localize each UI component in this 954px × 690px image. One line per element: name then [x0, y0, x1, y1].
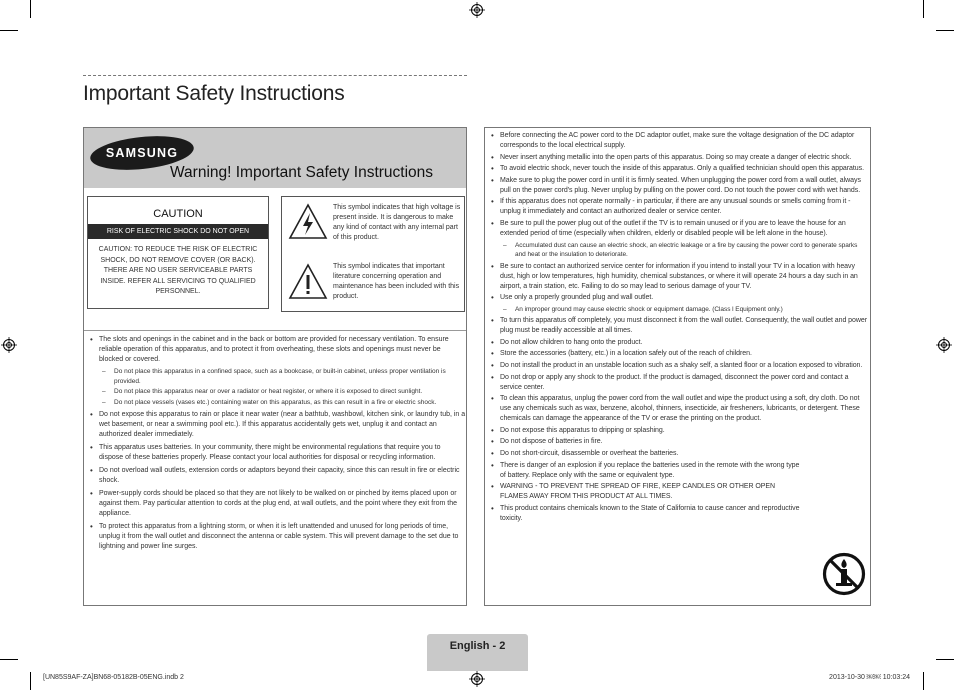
- list-item: • Do not short-circuit, disassemble or overheat the batteries.: [489, 449, 869, 459]
- section-divider: [84, 330, 466, 331]
- list-item: • To clean this apparatus, unplug the power cord from the wall outlet and wipe the product using a soft, dry cloth. Do not use any chemicals such as wax, benzene, alcohol, thinners, insecticide, air fresheners, lubricants, or detergent. These chemicals can damage the appearance of the TV or erase the printing on the product.: [489, 394, 869, 424]
- no-open-flame-icon: [822, 552, 866, 596]
- page-title: Important Safety Instructions: [83, 82, 345, 105]
- list-item: • Before connecting the AC power cord to the DC adaptor outlet, make sure the voltage designation of the DC adaptor corresponds to the local electrical supply.: [489, 131, 869, 151]
- sub-item: – Accumulated dust can cause an electric shock, an electric leakage or a fire by causing the power cord to generate sparks and heat or the insulation to deteriorate.: [500, 241, 869, 260]
- list-item: • Store the accessories (battery, etc.) in a location safely out of the reach of children.: [489, 349, 869, 359]
- registration-mark-icon: [936, 337, 952, 353]
- list-item: • Do not dispose of batteries in fire.: [489, 437, 869, 447]
- list-item: • To turn this apparatus off completely, you must disconnect it from the wall outlet. Consequently, the wall outlet and power plug must be readily accessible at all times.: [489, 316, 869, 336]
- list-item: • Do not install the product in an unstable location such as a shaky self, a slanted floor or a location exposed to vibration.: [489, 361, 869, 371]
- registration-mark-icon: [469, 671, 485, 687]
- list-item: • If this apparatus does not operate normally - in particular, if there are any unusual sounds or smells coming from it - unplug it immediately and contact an authorized dealer or service center.: [489, 197, 869, 217]
- sub-item: – Do not place vessels (vases etc.) containing water on this apparatus, as this can result in a fire or electric shock.: [99, 398, 466, 408]
- list-item: • WARNING - TO PREVENT THE SPREAD OF FIRE, KEEP CANDLES OR OTHER OPEN FLAMES AWAY FROM THIS PRODUCT AT ALL TIMES.: [489, 482, 800, 502]
- list-item: • To protect this apparatus from a lightning storm, or when it is left unattended and unused for long periods of time, unplug it from the wall outlet and disconnect the antenna or cable system. This will prevent damage to the set due to lightning and power line surges.: [88, 522, 466, 552]
- list-item: • Do not overload wall outlets, extension cords or adaptors beyond their capacity, since this can result in fire or electric shock.: [88, 466, 466, 486]
- right-safety-list: [489, 131, 869, 525]
- crop-mark: [923, 0, 924, 18]
- symbol-legend: [281, 196, 465, 312]
- page-number-tab: [427, 634, 528, 671]
- caution-title: CAUTION: [153, 208, 203, 220]
- lightning-triangle-icon: [287, 202, 329, 242]
- warning-title: Warning! Important Safety Instructions: [170, 164, 434, 181]
- page-number: English - 2: [449, 640, 506, 652]
- list-item: • There is danger of an explosion if you replace the batteries used in the remote with the wrong type of battery. Replace only with the same or equivalent type.: [489, 461, 800, 481]
- file-slug: [UN85S9AF-ZA]BN68-05182B-05ENG.indb 2: [43, 674, 184, 681]
- crop-mark: [0, 659, 18, 660]
- warning-header: [84, 128, 466, 188]
- svg-text:SAMSUNG: SAMSUNG: [105, 146, 179, 160]
- list-item: • Do not drop or apply any shock to the product. If the product is damaged, disconnect the power cord and contact a service center.: [489, 373, 869, 393]
- list-item: • The slots and openings in the cabinet and in the back or bottom are provided for necessary ventilation. To ensure reliable operation of this apparatus, and to protect it from overheating, these slots and openings must never be blocked or covered. – Do not place this apparatus in a confined space, such as a bookcase, or built-in cabinet, unless proper ventilation is provided. – Do not place this apparatus near or over a radiator or heat register, or where it is exposed to direct sunlight. – Do not place vessels (vases etc.) containing water on this apparatus, as this can result in a fire or electric shock.: [88, 335, 466, 407]
- sub-item: – Do not place this apparatus near or over a radiator or heat register, or where it is exposed to direct sunlight.: [99, 387, 466, 397]
- list-item: • To avoid electric shock, never touch the inside of this apparatus. Only a qualified technician should open this apparatus.: [489, 164, 869, 174]
- sub-item: – Do not place this apparatus in a confined space, such as a bookcase, or built-in cabinet, unless proper ventilation is provided.: [99, 367, 466, 386]
- crop-mark: [0, 30, 18, 31]
- crop-mark: [30, 672, 31, 690]
- crop-mark: [936, 30, 954, 31]
- left-panel: [83, 127, 467, 606]
- exclamation-triangle-icon: [287, 262, 329, 302]
- list-item: • Be sure to pull the power plug out of the outlet if the TV is to remain unused or if you are to leave the house for an extended period of time (especially when children, elderly or disabled people will be left alone in the house). – Accumulated dust can cause an electric shock, an electric leakage or a fire by causing the power cord to generate sparks and heat or the insulation to deteriorate.: [489, 219, 869, 260]
- list-item: • Do not expose this apparatus to rain or place it near water (near a bathtub, washbowl, kitchen sink, or laundry tub, in a wet basement, or near a swimming pool etc.). If this apparatus accidentally gets wet, unplug it and contact an authorized dealer immediately.: [88, 410, 466, 440]
- list-item: • Power-supply cords should be placed so that they are not likely to be walked on or pinched by items placed upon or against them. Pay particular attention to cords at the plug end, at wall outlets, and the point where they exit from the appliance.: [88, 489, 466, 519]
- caution-label: [87, 196, 269, 309]
- sub-item: – An improper ground may cause electric shock or equipment damage. (Class l Equipment only.): [500, 305, 869, 315]
- crop-mark: [936, 659, 954, 660]
- crop-mark: [30, 0, 31, 18]
- list-item: • This apparatus uses batteries. In your community, there might be environmental regulations that require you to dispose of these batteries properly. Please contact your local authorities for disposal or recycling information.: [88, 443, 466, 463]
- caution-bar: RISK OF ELECTRIC SHOCK DO NOT OPEN: [88, 224, 268, 239]
- list-item: • This product contains chemicals known to the State of California to cause cancer and reproductive toxicity.: [489, 504, 800, 524]
- attention-symbol-text: This symbol indicates that important literature concerning operation and maintenance has been included with this product.: [333, 263, 460, 300]
- crop-mark: [923, 672, 924, 690]
- list-item: • Make sure to plug the power cord in until it is firmly seated. When unplugging the power cord from a wall outlet, always pull on the power cord's plug. Never unplug by pulling on the power cord. Do not touch the power cord with wet hands.: [489, 176, 869, 196]
- list-item: • Do not allow children to hang onto the product.: [489, 338, 869, 348]
- registration-mark-icon: [469, 2, 485, 18]
- voltage-symbol-text: This symbol indicates that high voltage is present inside. It is dangerous to make any kind of contact with any internal part of this product.: [333, 204, 461, 241]
- timestamp-slug: 2013-10-30 ￼￼ 10:03:24: [829, 674, 910, 681]
- list-item: • Use only a properly grounded plug and wall outlet. – An improper ground may cause electric shock or equipment damage. (Class l Equipment only.): [489, 293, 869, 315]
- caution-text: CAUTION: TO REDUCE THE RISK OF ELECTRIC SHOCK, DO NOT REMOVE COVER (OR BACK). THERE ARE NO USER SERVICEABLE PARTS INSIDE. REFER ALL SERVICING TO QUALIFIED PERSONNEL.: [98, 246, 258, 295]
- list-item: • Be sure to contact an authorized service center for information if you intend to install your TV in a location with heavy dust, high or low temperatures, high humidity, chemical substances, or where it will operate 24 hours a day such in an airport, a train station, etc. Failing to do so may lead to serious damage of your TV.: [489, 262, 869, 292]
- list-item: • Do not expose this apparatus to dripping or splashing.: [489, 426, 869, 436]
- list-item: • Never insert anything metallic into the open parts of this apparatus. Doing so may create a danger of electric shock.: [489, 153, 869, 163]
- right-panel: [484, 127, 871, 606]
- title-rule: [83, 75, 467, 76]
- registration-mark-icon: [1, 337, 17, 353]
- left-safety-list: [88, 335, 466, 555]
